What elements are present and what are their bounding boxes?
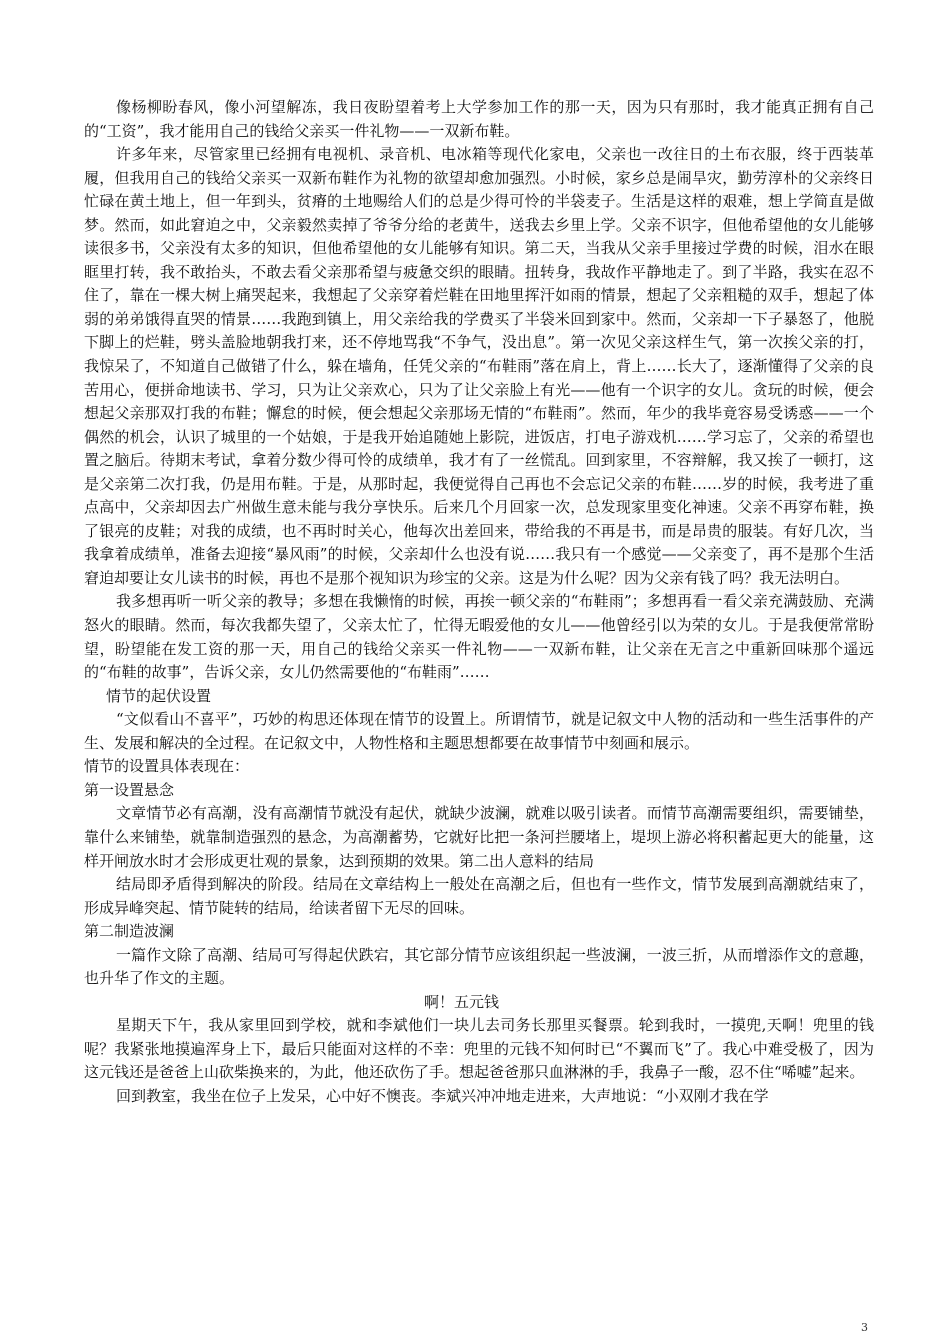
paragraph: 像杨柳盼春风，像小河望解冻，我日夜盼望着考上大学参加工作的那一天，因为只有那时，我才能真正拥有自己的“工资”，我才能用自己的钱给父亲买一件礼物——一双新布鞋。	[84, 98, 874, 140]
paragraph: 回到教室，我坐在位子上发呆，心中好不懊丧。李斌兴冲冲地走进来，大声地说：“小双刚才我在学	[116, 1086, 769, 1105]
paragraph: “文似看山不喜平”，巧妙的构思还体现在情节的设置上。所谓情节，就是记叙文中人物的活动和一些生活事件的产生、发展和解决的全过程。在记叙文中，人物性格和主题思想都要在故事情节中刻画和展示。	[84, 710, 874, 752]
subheading: 第一设置悬念	[84, 780, 175, 799]
page-number: 3	[861, 1321, 868, 1334]
paragraph: 文章情节必有高潮，没有高潮情节就没有起伏，就缺少波澜，就难以吸引读者。而情节高潮需要组织，需要铺垫，靠什么来铺垫，就靠制造强烈的悬念，为高潮蓄势，它就好比把一条河拦腰堵上，堤坝上游必将积蓄起更大的能量，这样开闸放水时才会形成更壮观的景象，达到预期的效果。第二出人意料的结局	[84, 804, 874, 870]
paragraph: 我多想再听一听父亲的教导；多想在我懒惰的时候，再挨一顿父亲的“布鞋雨”；多想再看一看父亲充满鼓励、充满怒火的眼睛。然而，每次我都失望了，父亲太忙了，忙得无暇爱他的女儿——他曾经引以为荣的女儿。于是我便常常盼望，盼望能在发工资的那一天，用自己的钱给父亲买一件礼物——一双新布鞋，让父亲在无言之中重新回味那个遥远的“布鞋的故事”，告诉父亲，女儿仍然需要他的“布鞋雨”……	[84, 592, 874, 682]
paragraph: 星期天下午，我从家里回到学校，就和李斌他们一块儿去司务长那里买餐票。轮到我时，一摸兜,天啊！兜里的钱呢？我紧张地摸遍浑身上下，最后只能面对这样的不幸：兜里的元钱不知何时已“不翼而飞”了。我心中难受极了，因为这元钱还是爸爸上山砍柴换来的，为此，他还砍伤了手。想起爸爸那只血淋淋的手，我鼻子一酸，忍不住“唏嘘”起来。	[84, 1016, 874, 1082]
paragraph: 许多年来，尽管家里已经拥有电视机、录音机、电冰箱等现代化家电，父亲也一改往日的土布衣服，终于西装革履，但我用自己的钱给父亲买一双新布鞋作为礼物的欲望却愈加强烈。小时候，家乡总是闹旱灾，勤劳淳朴的父亲终日忙碌在黄土地上，但一年到头，贫瘠的土地赐给人们的总是少得可怜的半袋麦子。生活是这样的艰难，想上学简直是做梦。然而，如此窘迫之中，父亲毅然卖掉了爷爷分给的老黄牛，送我去乡里上学。父亲不识字，但他希望他的女儿能够读很多书，父亲没有太多的知识，但他希望他的女儿能够有知识。第二天，当我从父亲手里接过学费的时候，泪水在眼眶里打转，我不敢抬头，不敢去看父亲那希望与疲惫交织的眼睛。扭转身，我故作平静地走了。到了半路，我实在忍不住了，靠在一棵大树上痛哭起来，我想起了父亲穿着烂鞋在田地里挥汗如雨的情景，想起了父亲粗糙的双手，想起了体弱的弟弟饿得直哭的情景……我跑到镇上，用父亲给我的学费买了半袋米回到家中。然而，父亲却一下子暴怒了，他脱下脚上的烂鞋，劈头盖脸地朝我打来，还不停地骂我“不争气，没出息”。第一次见父亲这样生气，第一次挨父亲的打，我惊呆了，不知道自己做错了什么，躲在墙角，任凭父亲的“布鞋雨”落在肩上，背上……长大了，逐渐懂得了父亲的良苦用心，便拼命地读书、学习，只为让父亲欢心，只为了让父亲脸上有光——他有一个识字的女儿。贪玩的时候，便会想起父亲那双打我的布鞋；懈怠的时候，便会想起父亲那场无情的“布鞋雨”。然而，年少的我毕竟容易受诱惑——一个偶然的机会，认识了城里的一个姑娘，于是我开始追随她上影院，进饭店，打电子游戏机……学习忘了，父亲的希望也置之脑后。待期末考试，拿着分数少得可怜的成绩单，我才有了一丝慌乱。回到家里，不容辩解，我又挨了一顿打，这是父亲第二次打我，仍是用布鞋。于是，从那时起，我便觉得自己再也不会忘记父亲的布鞋……岁的时候，我考进了重点高中，父亲却因去广州做生意未能与我分享快乐。后来几个月回家一次，总发现家里变化神速。父亲不再穿布鞋，换了银亮的皮鞋；对我的成绩，也不再时时关心，他每次出差回来，带给我的不再是书，而是昂贵的服装。有好几次，当我拿着成绩单，准备去迎接“暴风雨”的时候，父亲却什么也没有说……我只有一个感觉——父亲变了，再不是那个生活窘迫却要让女儿读书的时候，再也不是那个视知识为珍宝的父亲。这是为什么呢？因为父亲有钱了吗？我无法明白。	[84, 145, 874, 587]
document-body	[84, 96, 874, 1109]
subheading: 第二制造波澜	[84, 922, 175, 941]
essay-title: 啊！五元钱	[423, 992, 499, 1011]
paragraph: 一篇作文除了高潮、结局可写得起伏跌宕，其它部分情节应该组织起一些波澜，一波三折，从而增添作文的意趣，也升华了作文的主题。	[84, 945, 874, 988]
paragraph: 结局即矛盾得到解决的阶段。结局在文章结构上一般处在高潮之后，但也有一些作文，情节发展到高潮就结束了，形成异峰突起、情节陡转的结局，给读者留下无尽的回味。	[84, 875, 874, 917]
paragraph: 情节的设置具体表现在：	[84, 757, 250, 776]
section-heading: 情节的起伏设置	[106, 686, 212, 705]
